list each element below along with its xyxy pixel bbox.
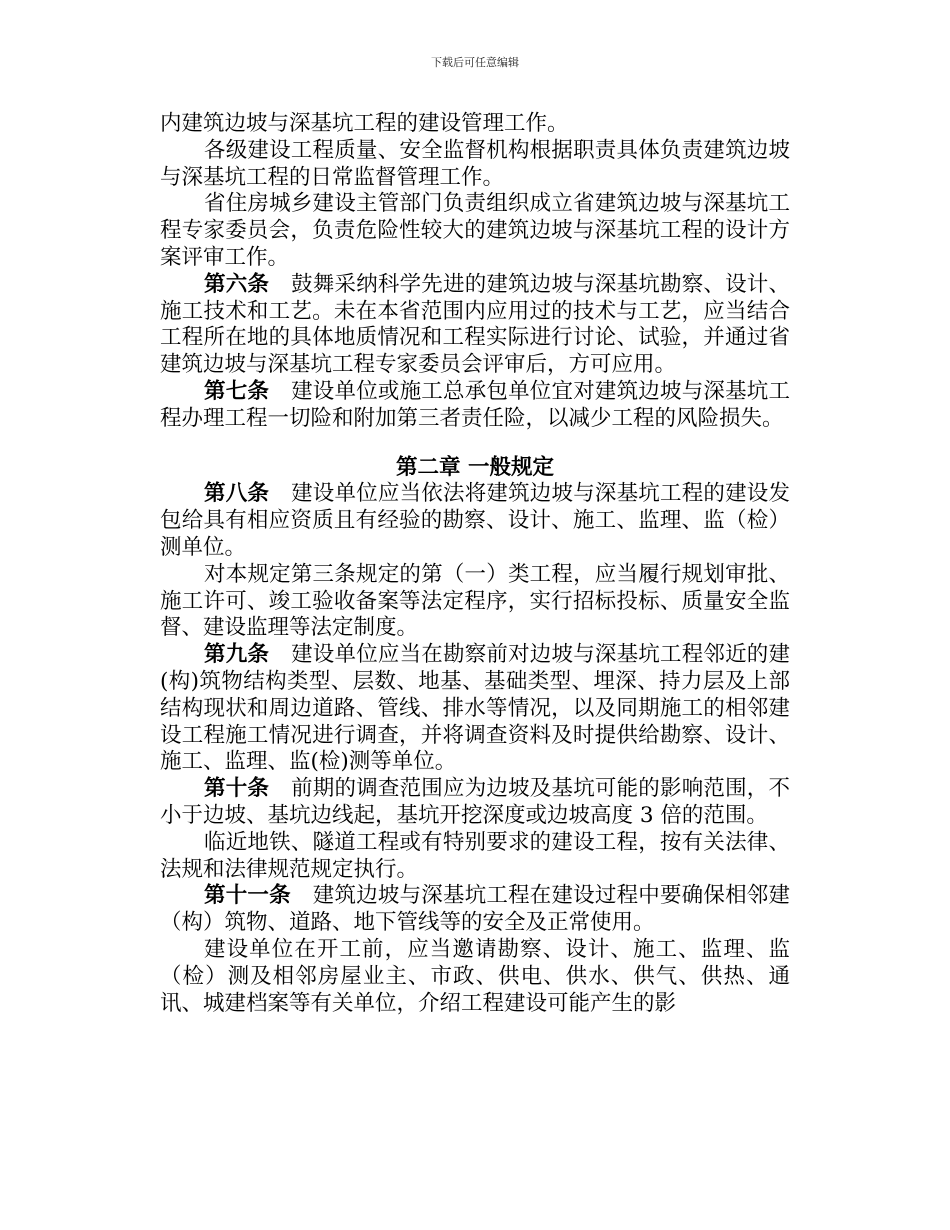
article-title: 第十条: [204, 776, 270, 802]
article-7: [160, 379, 790, 433]
article-11: [160, 883, 790, 937]
article-9: [160, 642, 790, 776]
article-text: 建设单位应当依法将建筑边坡与深基坑工程的建设发包给具有相应资质且有经验的勘察、设计、施工、监理、监（检）测单位。: [160, 481, 790, 560]
article-text: 建筑边坡与深基坑工程在建设过程中要确保相邻建（构）筑物、道路、地下管线等的安全及正常使用。: [160, 883, 790, 936]
article-text: 建设单位应当在勘察前对边坡与深基坑工程邻近的建(构)筑物结构类型、层数、地基、基础类型、埋深、持力层及上部结构现状和周边道路、管线、排水等情况，以及同期施工的相邻建设工程施工情况进行调查，并将调查资料及时提供给勘察、设计、施工、监理、监(检)测等单位。: [160, 642, 790, 775]
paragraph: 各级建设工程质量、安全监督机构根据职责具体负责建筑边坡与深基坑工程的日常监督管理工作。: [160, 137, 790, 190]
article-10: [160, 776, 790, 830]
article-title: 第八条: [204, 481, 270, 507]
article-title: 第九条: [204, 642, 270, 668]
paragraph: 建设单位在开工前，应当邀请勘察、设计、施工、监理、监（检）测及相邻房屋业主、市政、供电、供水、供气、供热、通讯、城建档案等有关单位，介绍工程建设可能产生的影: [160, 936, 790, 1016]
article-title: 第六条: [204, 271, 270, 297]
article-title: 第十一条: [204, 883, 291, 909]
document-body: [160, 111, 790, 1017]
page-header-note: 下载后可任意编辑: [431, 56, 519, 69]
paragraph: 内建筑边坡与深基坑工程的建设管理工作。: [160, 111, 569, 136]
paragraph: 临近地铁、隧道工程或有特别要求的建设工程，按有关法律、法规和法律规范规定执行。: [160, 829, 790, 882]
paragraph: 省住房城乡建设主管部门负责组织成立省建筑边坡与深基坑工程专家委员会，负责危险性较大的建筑边坡与深基坑工程的设计方案评审工作。: [160, 191, 790, 270]
article-text: 前期的调查范围应为边坡及基坑可能的影响范围，不小于边坡、基坑边线起，基坑开挖深度或边坡高度 3 倍的范围。: [160, 776, 790, 828]
article-text: 鼓舞采纳科学先进的建筑边坡与深基坑勘察、设计、施工技术和工艺。未在本省范围内应用过的技术与工艺，应当结合工程所在地的具体地质情况和工程实际进行讨论、试验，并通过省建筑边坡与深基坑工程专家委员会评审后，方可应用。: [160, 271, 790, 378]
article-8: [160, 481, 790, 561]
paragraph: 对本规定第三条规定的第（一）类工程，应当履行规划审批、施工许可、竣工验收备案等法定程序，实行招标投标、质量安全监督、建设监理等法定制度。: [160, 561, 790, 641]
chapter-heading: 第二章 一般规定: [396, 454, 554, 480]
article-6: [160, 272, 790, 379]
article-text: 建设单位或施工总承包单位宜对建筑边坡与深基坑工程办理工程一切险和附加第三者责任险，以减少工程的风险损失。: [160, 378, 790, 431]
article-title: 第七条: [204, 378, 270, 404]
